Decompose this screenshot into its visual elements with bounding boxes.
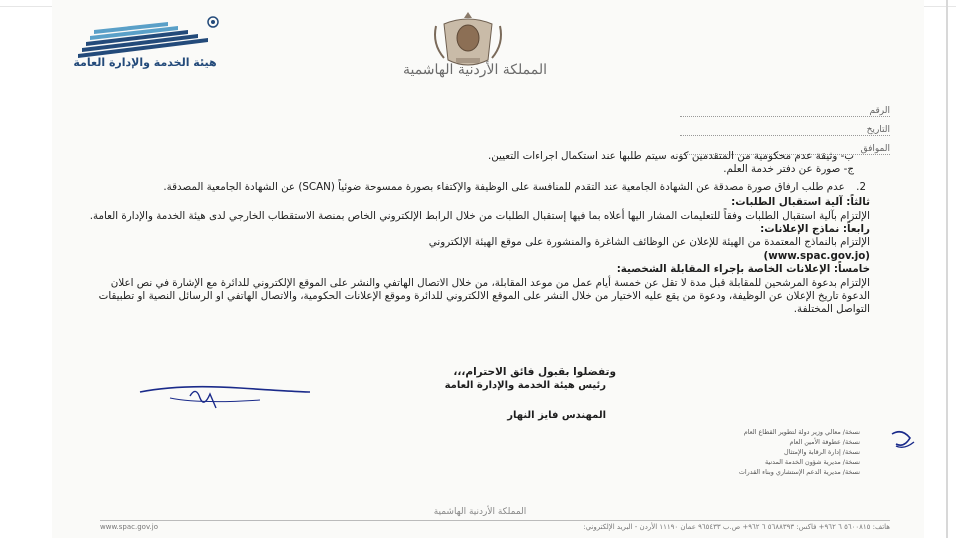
footer-website[interactable]: www.spac.gov.jo bbox=[100, 523, 158, 531]
item-2 bbox=[80, 181, 870, 194]
spac-website-link[interactable]: (www.spac.gov.jo) bbox=[763, 249, 870, 262]
item-2-number: 2. bbox=[856, 180, 866, 193]
ref-hijri-label: الموافق bbox=[860, 144, 890, 154]
cc-item: نسخة/ إدارة الرقابة والإمتثال bbox=[784, 448, 860, 456]
section-4-title: رابعاً: نماذج الإعلانات: bbox=[760, 223, 870, 236]
section-4-text: الإلتزام بالنماذج المعتمدة من الهيئة للإعلان عن الوظائف الشاغرة والمنشورة على موقع الهيئة الإلكتروني bbox=[428, 236, 870, 249]
initials-stamp bbox=[888, 426, 918, 454]
section-5-title: خامساً: الإعلانات الخاصة بإجراء المقابلة الشخصية: bbox=[616, 263, 870, 276]
ref-number-line bbox=[680, 98, 890, 117]
signature-mark bbox=[130, 370, 320, 420]
cc-item: نسخة/ مديرية الدعم الإستشاري وبناء القدرات bbox=[738, 468, 860, 476]
item-2-text: عدم طلب ارفاق صورة مصدقة عن الشهادة الجامعية عند التقدم للمنافسة على الوظيفة والإكتفاء بصورة ممسوحة ضوئياً (SCAN) عن الشهادة الجامعية المصدقة. bbox=[163, 180, 845, 193]
line-c: ج- صورة عن دفتر خدمة العلم. bbox=[723, 163, 854, 176]
reference-fields bbox=[680, 98, 890, 155]
org-logo-text: هيئة الخدمة والإدارة العامة bbox=[73, 56, 217, 69]
signer-title: رئيس هيئة الخدمة والإدارة العامة bbox=[444, 380, 606, 391]
ref-number-label: الرقم bbox=[869, 106, 890, 116]
section-4-url-line bbox=[80, 250, 870, 263]
kingdom-header: المملكة الأردنية الهاشمية bbox=[402, 62, 548, 78]
section-5-text: الإلتزام بدعوة المرشحين للمقابلة قبل مدة لا تقل عن خمسة أيام عمل من موعد المقابلة، من خلال الاتصال الهاتفي والنشر على الموقع الإلكتروني للدائرة مع الإشارة في نص اعلان الدعوة تاريخ الإعلان عن الوظيفة، ودعوة من يقع عليه الاختيار من خلال النشر على الموقع الالكتروني للدائرة وموقع الإعلانات الحكومية، والاتصال الهاتفي او الرسائل النصية او تطبيقات التواصل المختلفة. bbox=[98, 276, 870, 316]
cc-item: نسخة/ مديرية شؤون الخدمة المدنية bbox=[765, 458, 860, 466]
signer-name: المهندس فايز النهار bbox=[507, 410, 606, 421]
section-3-text: الإلتزام بآلية استقبال الطلبات وفقاً للتعليمات المشار اليها أعلاه بما فيها إستقبال الطلبات من خلال الرابط الإلكتروني الخاص بمنصة الاستقطاب الخارجي لدى هيئة الخدمة والإدارة العامة. bbox=[89, 209, 870, 222]
footer-kingdom: المملكة الأردنية الهاشمية bbox=[433, 507, 527, 517]
ref-date-label: التاريخ bbox=[866, 125, 890, 135]
footer-contact bbox=[100, 523, 890, 531]
footer-contact-text: هاتف: ٥٦٠٠٨١٥ ٦ ٩٦٢+ فاكس: ٥٦٨٨٣٩٣ ٦ ٩٦٢+ ص.ب ٩٦٥٤٣٣ عمان ١١١٩٠ الأردن - البريد الإلكتروني: bbox=[583, 523, 890, 531]
royal-crest-icon bbox=[430, 8, 506, 70]
line-b: ب- وثيقة عدم محكومية من المتقدمين كونه سيتم طلبها عند استكمال اجراءات التعيين. bbox=[487, 150, 854, 162]
ref-date-line bbox=[680, 117, 890, 136]
scan-edge-right bbox=[946, 0, 948, 538]
section-3-title: ثالثاً: آلية استقبال الطلبات: bbox=[731, 196, 870, 209]
cc-item: نسخة/ معالي وزير دولة لتطوير القطاع العام bbox=[743, 428, 860, 436]
footer-divider bbox=[100, 520, 890, 521]
closing-line: وتفضلوا بقبول فائق الاحترام،،، bbox=[453, 366, 616, 378]
cc-item: نسخة/ عطوفة الأمين العام bbox=[789, 438, 860, 446]
cc-list bbox=[590, 427, 860, 477]
letter-body bbox=[80, 150, 870, 317]
